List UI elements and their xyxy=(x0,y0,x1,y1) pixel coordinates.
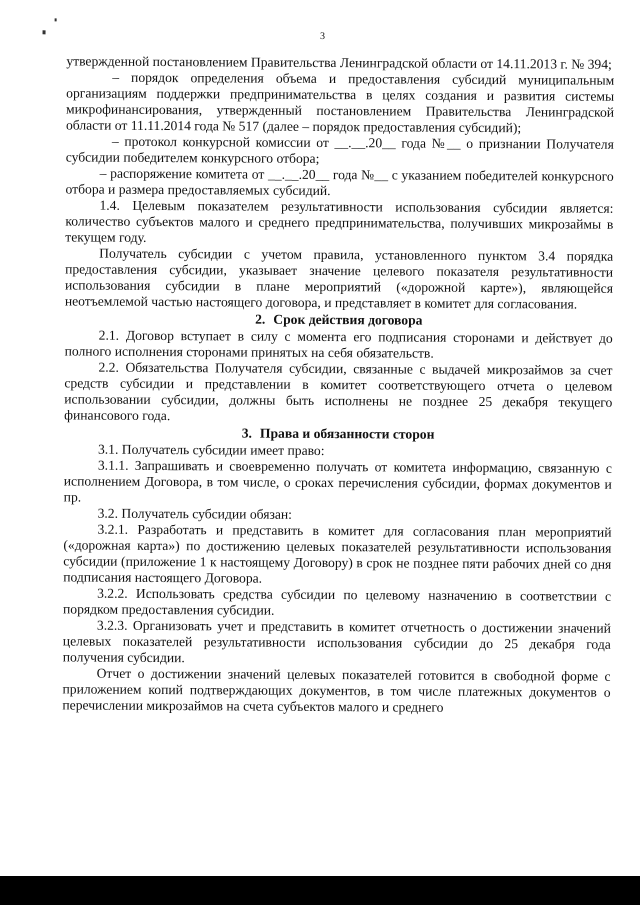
paragraph: 3.2.1. Разработать и представить в комитет для согласования план мероприятий («дорожная карта») по достижению целевых показателей результативности использования субсидии (приложение 1 к настоящему Договору) в срок не позднее пяти рабочих дней со дня подписания настоящего Договора. xyxy=(63,521,612,586)
paragraph: утвержденной постановлением Правительства Ленинградской области от 14.11.2013 г. № 394; xyxy=(66,53,612,72)
paragraph: – порядок определения объема и предоставления субсидий муниципальным организациям поддержки предпринимательства в целях создания и развития системы микрофинансирования, утвержденный постановлением Правительства Ленинградской области от 11.11.2014 года № 517 (далее – порядок предоставления субсидий); xyxy=(65,69,615,136)
paragraph: 2.2. Обязательства Получателя субсидии, связанные с выдачей микрозаймов за счет средств субсидии и представлении в комитет соответствующего отчета о целевом использовании субсидии, должны быть исполнены не позднее 25 декабря текущего финансового года. xyxy=(64,359,613,424)
section-title: Права и обязанности сторон xyxy=(259,425,435,442)
document-body xyxy=(62,53,614,716)
paragraph: 3.1.1. Запрашивать и своевременно получать от комитета информацию, связанную с исполнением Договора, в том числе, о сроках перечисления субсидии, формах документов и пр. xyxy=(63,457,612,505)
paragraph: 3.2.2. Использовать средства субсидии по целевому назначению в соответствии с порядком предоставления субсидии. xyxy=(62,585,612,618)
paragraph: – протокол конкурсной комиссии от __.__.20__ года №__ о признании Получателя субсидии победителем конкурсного отбора; xyxy=(65,133,614,166)
paragraph: 3.2.3. Организовать учет и представить в комитет отчетность о достижении значений целевых показателей результативности использования субсидии до 25 декабря года получения субсидии. xyxy=(62,617,611,666)
paragraph: Получатель субсидии с учетом правила, установленного пунктом 3.4 порядка предоставления субсидии, указывает значение целевого показателя результативности использования субсидии в плане мероприятий («дорожной карте»), являющейся неотъемлемой частью настоящего договора, и представляет в комитет для согласования. xyxy=(64,245,614,312)
paragraph: – распоряжение комитета от __.__.20__ года №__ с указанием победителей конкурсного отбора и размера предоставляемых субсидий. xyxy=(65,165,614,199)
section-number: 2. xyxy=(255,311,266,327)
scan-speck xyxy=(55,18,57,21)
paragraph: 2.1. Договор вступает в силу с момента его подписания сторонами и действует до полного исполнения сторонами принятых на себя обязательств. xyxy=(64,327,613,361)
paragraph: Отчет о достижении значений целевых показателей готовится в свободной форме с приложением копий подтверждающих документов, в том числе платежных документов о перечислении микрозаймов на счета субъектов малого и среднего xyxy=(62,665,611,715)
section-heading xyxy=(65,310,613,329)
paragraph: 1.4. Целевым показателем результативности использования субсидии является: количество субъектов малого и среднего предпринимательства, получивших микрозаймы в текущем году. xyxy=(65,197,614,245)
section-heading xyxy=(64,424,612,443)
paragraph: 3.2. Получатель субсидии обязан: xyxy=(97,505,292,522)
scan-bottom-edge xyxy=(0,876,640,905)
paragraph: 3.1. Получатель субсидии имеет право: xyxy=(97,441,325,459)
section-title: Срок действия договора xyxy=(273,311,423,328)
page-number: 3 xyxy=(319,30,326,43)
section-number: 3. xyxy=(241,425,252,441)
